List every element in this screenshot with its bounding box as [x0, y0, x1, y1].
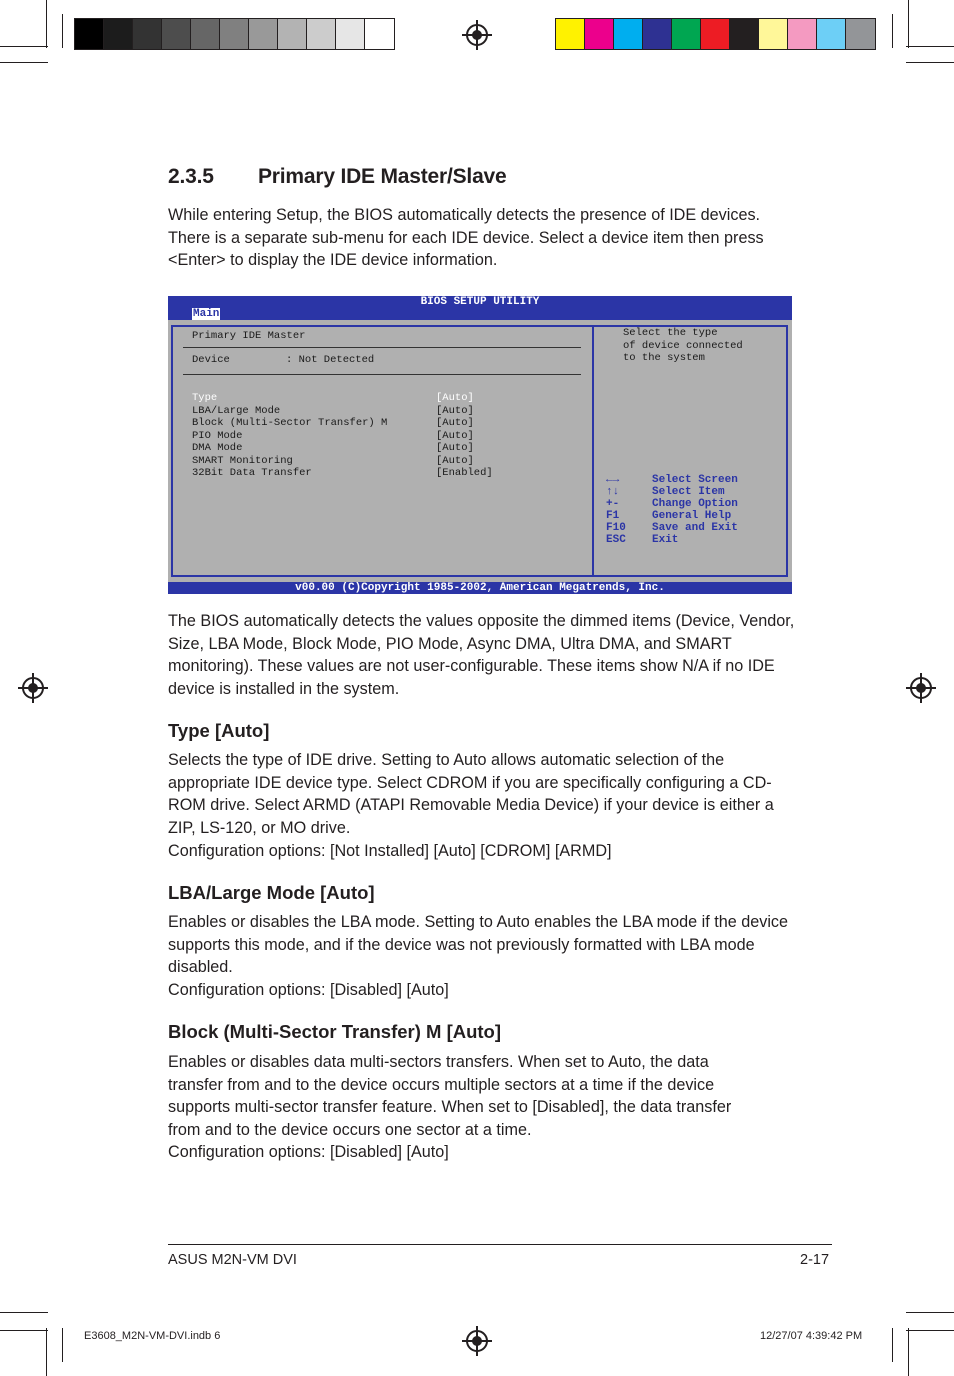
- block-paragraph: Enables or disables data multi-sectors transfers. When set to Auto, the data transfer from and to the device occurs multiple sectors at a time if the device supports multi-sector transfer feature. When set to [Disabled], the data transfer from and to the device occurs one sector at a time.: [168, 1053, 732, 1139]
- crop-mark: [908, 1328, 909, 1376]
- device-value: : Not Detected: [286, 354, 375, 366]
- divider-line: [183, 347, 581, 348]
- help-line: of device connected: [623, 339, 743, 352]
- section-heading: [168, 165, 507, 189]
- crop-mark: [0, 46, 48, 47]
- key-name: ↑↓: [606, 486, 620, 498]
- setting-value[interactable]: [Auto]: [436, 417, 474, 429]
- intro-paragraph: While entering Setup, the BIOS automatically detects the presence of IDE devices. There is a separate sub-menu for each IDE device. Select a device item then press <Enter> to display the IDE device information.: [168, 206, 764, 270]
- key-name: +-: [606, 498, 620, 510]
- key-action: Select Screen: [652, 474, 738, 486]
- gray-swatch: [133, 19, 162, 49]
- gray-swatch: [278, 19, 307, 49]
- crop-mark: [62, 14, 63, 48]
- tab-main[interactable]: Main: [193, 308, 220, 320]
- setting-label[interactable]: PIO Mode: [192, 429, 243, 442]
- gray-swatch: [75, 19, 104, 49]
- crop-mark: [46, 1328, 47, 1376]
- color-swatch: [614, 19, 643, 49]
- bios-menubar: [168, 308, 792, 320]
- setting-label[interactable]: SMART Monitoring: [192, 454, 293, 467]
- crop-mark: [906, 1312, 954, 1313]
- gray-swatch: [191, 19, 220, 49]
- gray-swatch: [307, 19, 336, 49]
- crop-mark: [908, 0, 909, 48]
- crop-mark: [0, 62, 48, 63]
- color-bar: [555, 18, 876, 50]
- lba-paragraph: Enables or disables the LBA mode. Setting to Auto enables the LBA mode if the device supports this mode, and if the device was not previously formatted with LBA mode disabled.: [168, 913, 789, 977]
- slug-date: 12/27/07 4:39:42 PM: [760, 1330, 863, 1342]
- crop-mark: [892, 1328, 893, 1362]
- crop-mark: [906, 62, 954, 63]
- bios-title: BIOS SETUP UTILITY: [168, 296, 792, 308]
- help-line: to the system: [623, 352, 705, 364]
- setting-value[interactable]: [Auto]: [436, 404, 474, 417]
- detection-paragraph: The BIOS automatically detects the values opposite the dimmed items (Device, Vendor, Size, LBA Mode, Block Mode, PIO Mode, Async DMA, Ultra DMA, and SMART monitoring). These values are not user-configurable. These items show N/A if no IDE device is installed in the system.: [168, 612, 795, 698]
- registration-mark-icon: [910, 677, 932, 699]
- gray-swatch: [249, 19, 278, 49]
- type-options: Configuration options: [Not Installed] [Auto] [CDROM] [ARMD]: [168, 842, 612, 860]
- block-options: Configuration options: [Disabled] [Auto]: [168, 1143, 449, 1161]
- setting-label[interactable]: Block (Multi-Sector Transfer) M: [192, 417, 388, 429]
- type-paragraph: Selects the type of IDE drive. Setting to Auto allows automatic selection of the appropriate IDE device type. Select CDROM if you are specifically configuring a CD-ROM drive. Select ARMD (ATAPI Removable Media Device) if your device is either a ZIP, LS-120, or MO drive.: [168, 751, 774, 837]
- grayscale-bar: [74, 18, 395, 50]
- gray-swatch: [220, 19, 249, 49]
- color-swatch: [759, 19, 788, 49]
- key-action: Change Option: [652, 498, 738, 510]
- key-action: Save and Exit: [652, 522, 738, 534]
- bios-screen: [168, 296, 792, 594]
- slug-file: E3608_M2N-VM-DVI.indb 6: [84, 1330, 221, 1342]
- color-swatch: [701, 19, 730, 49]
- color-swatch: [672, 19, 701, 49]
- key-action: General Help: [652, 510, 732, 522]
- setting-value[interactable]: [Auto]: [436, 429, 474, 442]
- footer-page-number: 2-17: [800, 1252, 830, 1268]
- crop-mark: [0, 1312, 48, 1313]
- color-swatch: [585, 19, 614, 49]
- color-swatch: [556, 19, 585, 49]
- key-name: ←→: [606, 474, 620, 486]
- setting-value[interactable]: [Enabled]: [436, 467, 493, 479]
- device-label: Device: [192, 354, 230, 366]
- setting-value[interactable]: [Auto]: [436, 454, 474, 467]
- crop-mark: [906, 1330, 954, 1331]
- setting-value[interactable]: [Auto]: [436, 392, 474, 404]
- help-line: Select the type: [623, 327, 718, 339]
- gray-swatch: [365, 19, 394, 49]
- gray-swatch: [162, 19, 191, 49]
- color-swatch: [817, 19, 846, 49]
- section-title: Primary IDE Master/Slave: [258, 165, 507, 188]
- bios-divider: [592, 325, 594, 577]
- setting-value[interactable]: [Auto]: [436, 442, 474, 454]
- block-heading: Block (Multi-Sector Transfer) M [Auto]: [168, 1021, 502, 1042]
- crop-mark: [62, 1328, 63, 1362]
- crop-mark: [892, 14, 893, 48]
- color-swatch: [846, 19, 875, 49]
- registration-mark-icon: [466, 24, 488, 46]
- color-swatch: [788, 19, 817, 49]
- crop-mark: [906, 46, 954, 47]
- divider-line: [183, 374, 581, 375]
- lba-heading: LBA/Large Mode [Auto]: [168, 882, 375, 903]
- key-action: Select Item: [652, 486, 725, 498]
- gray-swatch: [104, 19, 133, 49]
- setting-label[interactable]: Type: [192, 392, 218, 404]
- bios-footer: v00.00 (C)Copyright 1985-2002, American Megatrends, Inc.: [168, 582, 792, 594]
- lba-options: Configuration options: [Disabled] [Auto]: [168, 981, 449, 999]
- setting-label[interactable]: LBA/Large Mode: [192, 404, 281, 417]
- color-swatch: [730, 19, 759, 49]
- setting-label[interactable]: 32Bit Data Transfer: [192, 467, 312, 479]
- registration-mark-icon: [466, 1330, 488, 1352]
- gray-swatch: [336, 19, 365, 49]
- footer-rule: [168, 1244, 832, 1245]
- crop-mark: [0, 1330, 48, 1331]
- color-swatch: [643, 19, 672, 49]
- crop-mark: [46, 0, 47, 48]
- key-name: ESC: [606, 534, 626, 546]
- type-heading: Type [Auto]: [168, 720, 270, 741]
- key-name: F1: [606, 510, 620, 522]
- footer-product: ASUS M2N-VM DVI: [168, 1252, 297, 1268]
- key-action: Exit: [652, 534, 679, 546]
- setting-label[interactable]: DMA Mode: [192, 442, 243, 454]
- key-name: F10: [606, 522, 626, 534]
- section-number: 2.3.5: [168, 165, 214, 188]
- panel-title: Primary IDE Master: [192, 330, 306, 342]
- registration-mark-icon: [22, 677, 44, 699]
